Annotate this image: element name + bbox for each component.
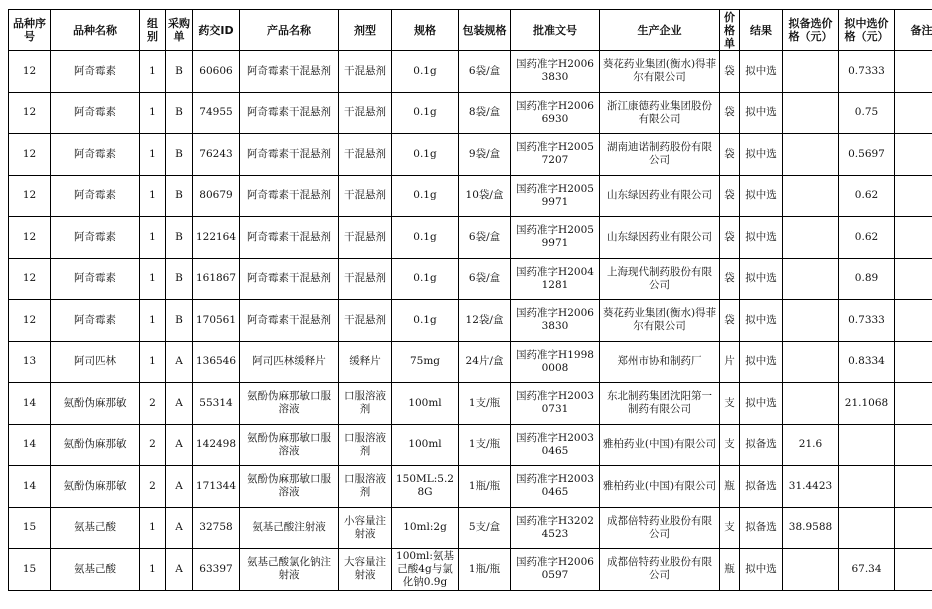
- cell-packing: 1瓶/瓶: [459, 466, 511, 508]
- cell-product: 氨酚伪麻那敏口服溶液: [240, 424, 339, 466]
- cell-remark: [895, 134, 932, 176]
- cell-drug-id: 63397: [193, 549, 240, 591]
- cell-approval: 国药准字H20030731: [511, 383, 600, 425]
- cell-purchase: A: [166, 549, 193, 591]
- cell-backup-price: [783, 134, 839, 176]
- cell-spec: 75mg: [392, 341, 459, 383]
- cell-result: 拟中选: [740, 92, 783, 134]
- cell-seq: 14: [9, 424, 51, 466]
- cell-variety: 氨基己酸: [51, 507, 140, 549]
- table-row: [9, 217, 932, 259]
- cell-price-unit: 袋: [720, 300, 740, 342]
- cell-result: 拟中选: [740, 51, 783, 93]
- header-purchase: 采购单: [166, 10, 193, 51]
- table-row: [9, 549, 932, 591]
- cell-packing: 6袋/盒: [459, 258, 511, 300]
- cell-product: 阿奇霉素干混悬剂: [240, 258, 339, 300]
- cell-approval: 国药准字H20057207: [511, 134, 600, 176]
- header-selected-price: 拟中选价格（元）: [839, 10, 895, 51]
- cell-dosage-form: 干混悬剂: [339, 258, 392, 300]
- header-backup-price: 拟备选价格（元）: [783, 10, 839, 51]
- cell-drug-id: 80679: [193, 175, 240, 217]
- cell-result: 拟中选: [740, 383, 783, 425]
- cell-spec: 100ml: [392, 424, 459, 466]
- table-row: [9, 424, 932, 466]
- cell-price-unit: 支: [720, 424, 740, 466]
- cell-drug-id: 142498: [193, 424, 240, 466]
- cell-remark: [895, 341, 932, 383]
- cell-selected-price: 0.62: [839, 175, 895, 217]
- cell-price-unit: 支: [720, 383, 740, 425]
- header-product: 产品名称: [240, 10, 339, 51]
- cell-result: 拟备选: [740, 424, 783, 466]
- cell-group: 1: [140, 549, 166, 591]
- header-group: 组别: [140, 10, 166, 51]
- cell-manufacturer: 山东绿因药业有限公司: [600, 217, 720, 259]
- cell-manufacturer: 雅柏药业(中国)有限公司: [600, 424, 720, 466]
- cell-purchase: A: [166, 466, 193, 508]
- cell-result: 拟中选: [740, 258, 783, 300]
- table-row: [9, 466, 932, 508]
- cell-result: 拟备选: [740, 507, 783, 549]
- cell-purchase: B: [166, 92, 193, 134]
- cell-selected-price: [839, 507, 895, 549]
- cell-backup-price: 31.4423: [783, 466, 839, 508]
- cell-selected-price: 0.89: [839, 258, 895, 300]
- table-row: [9, 51, 932, 93]
- cell-dosage-form: 口服溶液剂: [339, 424, 392, 466]
- cell-backup-price: 21.6: [783, 424, 839, 466]
- cell-dosage-form: 小容量注射液: [339, 507, 392, 549]
- cell-product: 阿奇霉素干混悬剂: [240, 300, 339, 342]
- header-spec: 规格: [392, 10, 459, 51]
- cell-dosage-form: 干混悬剂: [339, 217, 392, 259]
- cell-variety: 阿奇霉素: [51, 134, 140, 176]
- cell-drug-id: 55314: [193, 383, 240, 425]
- cell-price-unit: 瓶: [720, 466, 740, 508]
- cell-dosage-form: 干混悬剂: [339, 92, 392, 134]
- cell-product: 阿奇霉素干混悬剂: [240, 134, 339, 176]
- cell-variety: 阿奇霉素: [51, 51, 140, 93]
- cell-manufacturer: 成都倍特药业股份有限公司: [600, 549, 720, 591]
- table-row: [9, 300, 932, 342]
- cell-seq: 12: [9, 217, 51, 259]
- table-body: [9, 51, 932, 591]
- header-result: 结果: [740, 10, 783, 51]
- cell-dosage-form: 干混悬剂: [339, 134, 392, 176]
- cell-dosage-form: 大容量注射液: [339, 549, 392, 591]
- table-header-row: [9, 10, 932, 51]
- cell-dosage-form: 干混悬剂: [339, 175, 392, 217]
- table-row: [9, 383, 932, 425]
- cell-product: 氨基己酸注射液: [240, 507, 339, 549]
- cell-backup-price: [783, 258, 839, 300]
- header-manufacturer: 生产企业: [600, 10, 720, 51]
- cell-seq: 13: [9, 341, 51, 383]
- cell-spec: 0.1g: [392, 175, 459, 217]
- cell-dosage-form: 口服溶液剂: [339, 466, 392, 508]
- cell-seq: 12: [9, 175, 51, 217]
- cell-purchase: B: [166, 51, 193, 93]
- cell-approval: 国药准字H20030465: [511, 466, 600, 508]
- cell-result: 拟中选: [740, 341, 783, 383]
- cell-seq: 14: [9, 383, 51, 425]
- cell-dosage-form: 干混悬剂: [339, 300, 392, 342]
- cell-packing: 6袋/盒: [459, 217, 511, 259]
- cell-seq: 12: [9, 134, 51, 176]
- cell-manufacturer: 郑州市协和制药厂: [600, 341, 720, 383]
- cell-spec: 150ML:5.28G: [392, 466, 459, 508]
- cell-manufacturer: 葵花药业集团(衡水)得菲尔有限公司: [600, 51, 720, 93]
- header-variety: 品种名称: [51, 10, 140, 51]
- cell-approval: 国药准字H20063830: [511, 51, 600, 93]
- cell-group: 2: [140, 383, 166, 425]
- cell-selected-price: [839, 466, 895, 508]
- cell-price-unit: 片: [720, 341, 740, 383]
- cell-approval: 国药准字H20063830: [511, 300, 600, 342]
- cell-backup-price: [783, 300, 839, 342]
- cell-spec: 0.1g: [392, 134, 459, 176]
- cell-price-unit: 袋: [720, 134, 740, 176]
- cell-price-unit: 袋: [720, 175, 740, 217]
- cell-selected-price: 21.1068: [839, 383, 895, 425]
- cell-group: 2: [140, 424, 166, 466]
- cell-dosage-form: 口服溶液剂: [339, 383, 392, 425]
- cell-drug-id: 122164: [193, 217, 240, 259]
- cell-backup-price: [783, 51, 839, 93]
- cell-purchase: B: [166, 175, 193, 217]
- cell-drug-id: 136546: [193, 341, 240, 383]
- cell-approval: 国药准字H20041281: [511, 258, 600, 300]
- cell-product: 阿奇霉素干混悬剂: [240, 175, 339, 217]
- header-approval: 批准文号: [511, 10, 600, 51]
- cell-price-unit: 支: [720, 507, 740, 549]
- cell-selected-price: 0.7333: [839, 51, 895, 93]
- cell-remark: [895, 549, 932, 591]
- cell-spec: 0.1g: [392, 92, 459, 134]
- table-row: [9, 92, 932, 134]
- cell-product: 阿司匹林缓释片: [240, 341, 339, 383]
- cell-packing: 1支/瓶: [459, 383, 511, 425]
- cell-approval: 国药准字H20066930: [511, 92, 600, 134]
- cell-approval: 国药准字H20030465: [511, 424, 600, 466]
- cell-packing: 10袋/盒: [459, 175, 511, 217]
- table-row: [9, 258, 932, 300]
- cell-remark: [895, 258, 932, 300]
- cell-variety: 氨酚伪麻那敏: [51, 424, 140, 466]
- cell-selected-price: 67.34: [839, 549, 895, 591]
- cell-spec: 100ml:氨基己酸4g与氯化钠0.9g: [392, 549, 459, 591]
- cell-group: 1: [140, 341, 166, 383]
- cell-price-unit: 袋: [720, 217, 740, 259]
- cell-product: 阿奇霉素干混悬剂: [240, 217, 339, 259]
- cell-remark: [895, 383, 932, 425]
- cell-packing: 8袋/盒: [459, 92, 511, 134]
- cell-remark: [895, 217, 932, 259]
- cell-result: 拟备选: [740, 466, 783, 508]
- cell-seq: 12: [9, 51, 51, 93]
- table-row: [9, 507, 932, 549]
- cell-remark: [895, 507, 932, 549]
- table-row: [9, 134, 932, 176]
- cell-result: 拟中选: [740, 175, 783, 217]
- cell-group: 1: [140, 51, 166, 93]
- cell-selected-price: 0.8334: [839, 341, 895, 383]
- cell-dosage-form: 缓释片: [339, 341, 392, 383]
- cell-variety: 氨基己酸: [51, 549, 140, 591]
- cell-drug-id: 170561: [193, 300, 240, 342]
- cell-manufacturer: 葵花药业集团(衡水)得菲尔有限公司: [600, 300, 720, 342]
- cell-spec: 100ml: [392, 383, 459, 425]
- cell-selected-price: [839, 424, 895, 466]
- cell-seq: 12: [9, 92, 51, 134]
- cell-packing: 12袋/盒: [459, 300, 511, 342]
- cell-approval: 国药准字H32024523: [511, 507, 600, 549]
- cell-remark: [895, 175, 932, 217]
- header-packing: 包装规格: [459, 10, 511, 51]
- cell-packing: 5支/盒: [459, 507, 511, 549]
- cell-backup-price: [783, 175, 839, 217]
- cell-manufacturer: 东北制药集团沈阳第一制药有限公司: [600, 383, 720, 425]
- cell-group: 1: [140, 217, 166, 259]
- drug-price-table: [8, 9, 932, 591]
- cell-manufacturer: 雅柏药业(中国)有限公司: [600, 466, 720, 508]
- cell-manufacturer: 上海现代制药股份有限公司: [600, 258, 720, 300]
- cell-remark: [895, 51, 932, 93]
- cell-remark: [895, 424, 932, 466]
- cell-backup-price: [783, 383, 839, 425]
- cell-group: 1: [140, 300, 166, 342]
- cell-variety: 阿奇霉素: [51, 258, 140, 300]
- cell-spec: 10ml:2g: [392, 507, 459, 549]
- cell-approval: 国药准字H20059971: [511, 217, 600, 259]
- cell-remark: [895, 300, 932, 342]
- cell-drug-id: 161867: [193, 258, 240, 300]
- cell-selected-price: 0.62: [839, 217, 895, 259]
- cell-group: 1: [140, 507, 166, 549]
- cell-group: 2: [140, 466, 166, 508]
- cell-drug-id: 60606: [193, 51, 240, 93]
- table-row: [9, 175, 932, 217]
- cell-manufacturer: 浙江康德药业集团股份有限公司: [600, 92, 720, 134]
- cell-price-unit: 袋: [720, 51, 740, 93]
- cell-variety: 阿奇霉素: [51, 92, 140, 134]
- cell-spec: 0.1g: [392, 51, 459, 93]
- cell-backup-price: [783, 549, 839, 591]
- cell-spec: 0.1g: [392, 300, 459, 342]
- cell-product: 氨酚伪麻那敏口服溶液: [240, 466, 339, 508]
- header-price-unit: 价格单: [720, 10, 740, 51]
- cell-spec: 0.1g: [392, 258, 459, 300]
- cell-purchase: A: [166, 383, 193, 425]
- cell-product: 氨基己酸氯化钠注射液: [240, 549, 339, 591]
- cell-price-unit: 袋: [720, 92, 740, 134]
- cell-packing: 6袋/盒: [459, 51, 511, 93]
- header-drug-id: 药交ID: [193, 10, 240, 51]
- cell-backup-price: 38.9588: [783, 507, 839, 549]
- cell-group: 1: [140, 175, 166, 217]
- cell-seq: 12: [9, 300, 51, 342]
- cell-drug-id: 32758: [193, 507, 240, 549]
- cell-variety: 氨酚伪麻那敏: [51, 466, 140, 508]
- cell-spec: 0.1g: [392, 217, 459, 259]
- header-dosage-form: 剂型: [339, 10, 392, 51]
- cell-manufacturer: 湖南迪诺制药股份有限公司: [600, 134, 720, 176]
- cell-manufacturer: 成都倍特药业股份有限公司: [600, 507, 720, 549]
- cell-variety: 阿奇霉素: [51, 300, 140, 342]
- cell-variety: 阿奇霉素: [51, 175, 140, 217]
- cell-purchase: B: [166, 300, 193, 342]
- cell-packing: 24片/盒: [459, 341, 511, 383]
- cell-result: 拟中选: [740, 549, 783, 591]
- cell-purchase: B: [166, 258, 193, 300]
- header-remark: 备注: [895, 10, 932, 51]
- cell-product: 氨酚伪麻那敏口服溶液: [240, 383, 339, 425]
- cell-drug-id: 171344: [193, 466, 240, 508]
- cell-backup-price: [783, 92, 839, 134]
- cell-selected-price: 0.75: [839, 92, 895, 134]
- cell-selected-price: 0.5697: [839, 134, 895, 176]
- cell-remark: [895, 92, 932, 134]
- cell-seq: 15: [9, 507, 51, 549]
- cell-group: 1: [140, 92, 166, 134]
- cell-result: 拟中选: [740, 217, 783, 259]
- cell-packing: 9袋/盒: [459, 134, 511, 176]
- cell-packing: 1瓶/瓶: [459, 549, 511, 591]
- cell-group: 1: [140, 134, 166, 176]
- cell-purchase: B: [166, 134, 193, 176]
- cell-dosage-form: 干混悬剂: [339, 51, 392, 93]
- cell-result: 拟中选: [740, 134, 783, 176]
- cell-price-unit: 瓶: [720, 549, 740, 591]
- cell-manufacturer: 山东绿因药业有限公司: [600, 175, 720, 217]
- cell-variety: 阿司匹林: [51, 341, 140, 383]
- cell-seq: 12: [9, 258, 51, 300]
- cell-drug-id: 74955: [193, 92, 240, 134]
- cell-drug-id: 76243: [193, 134, 240, 176]
- cell-packing: 1支/瓶: [459, 424, 511, 466]
- cell-price-unit: 袋: [720, 258, 740, 300]
- cell-selected-price: 0.7333: [839, 300, 895, 342]
- header-seq: 品种序号: [9, 10, 51, 51]
- cell-purchase: A: [166, 341, 193, 383]
- cell-variety: 阿奇霉素: [51, 217, 140, 259]
- cell-product: 阿奇霉素干混悬剂: [240, 92, 339, 134]
- cell-result: 拟中选: [740, 300, 783, 342]
- table-row: [9, 341, 932, 383]
- cell-approval: 国药准字H20060597: [511, 549, 600, 591]
- cell-remark: [895, 466, 932, 508]
- cell-seq: 15: [9, 549, 51, 591]
- cell-purchase: A: [166, 507, 193, 549]
- cell-backup-price: [783, 341, 839, 383]
- cell-variety: 氨酚伪麻那敏: [51, 383, 140, 425]
- cell-purchase: B: [166, 217, 193, 259]
- cell-approval: 国药准字H19980008: [511, 341, 600, 383]
- cell-product: 阿奇霉素干混悬剂: [240, 51, 339, 93]
- cell-backup-price: [783, 217, 839, 259]
- cell-approval: 国药准字H20059971: [511, 175, 600, 217]
- cell-group: 1: [140, 258, 166, 300]
- cell-seq: 14: [9, 466, 51, 508]
- cell-purchase: A: [166, 424, 193, 466]
- drug-price-table-sheet: [8, 9, 932, 591]
